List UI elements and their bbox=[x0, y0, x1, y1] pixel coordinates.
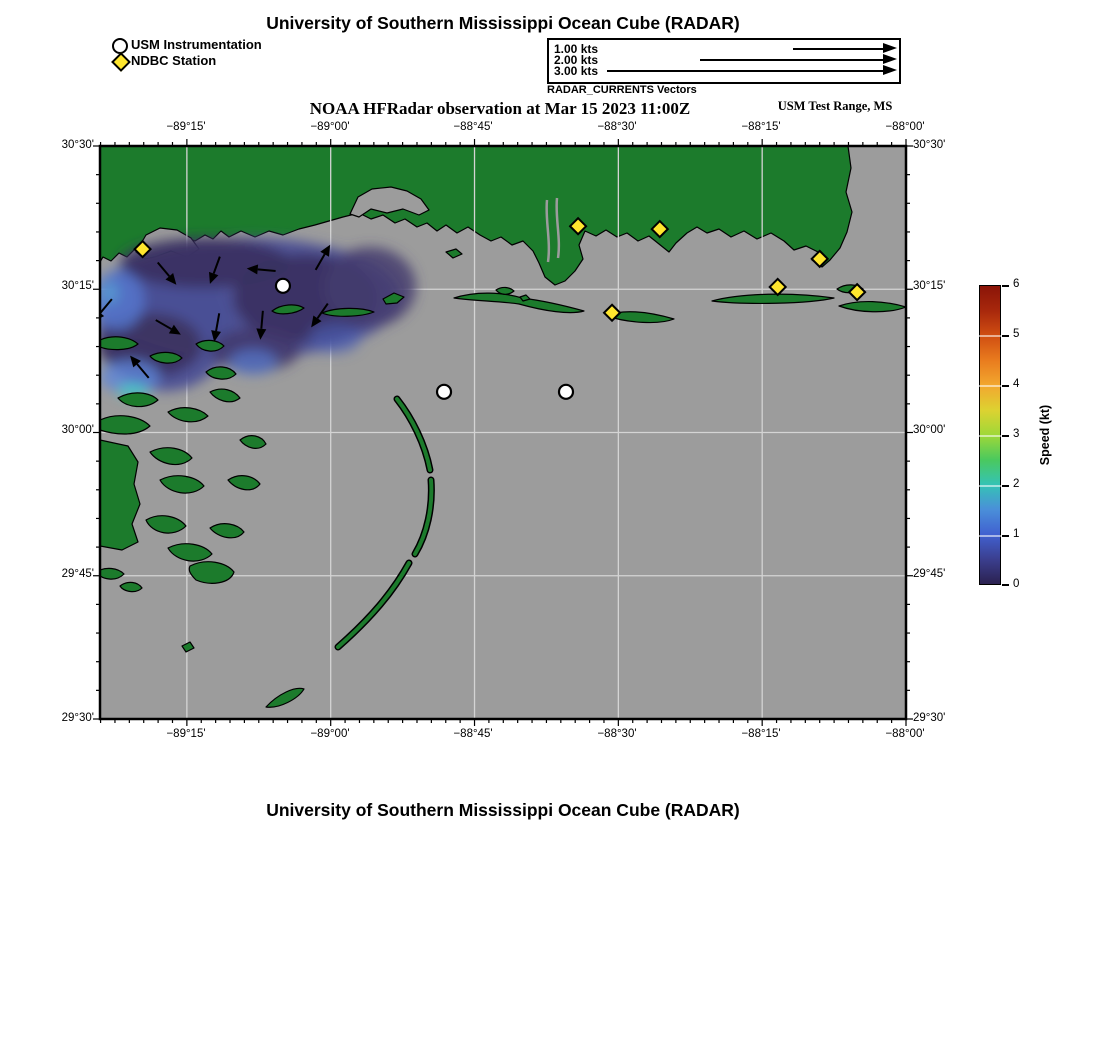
xtick-top-5: −88°00' bbox=[885, 121, 925, 133]
colorbar-value-3: 3 bbox=[1013, 428, 1020, 440]
page-title: University of Southern Mississippi Ocean Cube (RADAR) bbox=[266, 13, 740, 33]
ytick-right-2: 30°00' bbox=[913, 424, 946, 436]
colorbar-value-0: 0 bbox=[1013, 578, 1020, 590]
ytick-left-0: 30°30' bbox=[61, 139, 94, 151]
colorbar-tick bbox=[1002, 535, 1009, 537]
ytick-right-1: 30°15' bbox=[913, 280, 946, 292]
xtick-top-1: −89°00' bbox=[310, 121, 350, 133]
xtick-top-4: −88°15' bbox=[741, 121, 781, 133]
colorbar-gridline bbox=[979, 535, 1001, 537]
legend-usm-label: USM Instrumentation bbox=[131, 37, 262, 52]
xtick-top-2: −88°45' bbox=[453, 121, 493, 133]
xtick-bottom-0: −89°15' bbox=[166, 728, 206, 740]
xtick-top-0: −89°15' bbox=[166, 121, 206, 133]
xtick-bottom-4: −88°15' bbox=[741, 728, 781, 740]
xtick-bottom-5: −88°00' bbox=[885, 728, 925, 740]
xtick-bottom-1: −89°00' bbox=[310, 728, 350, 740]
colorbar-gridline bbox=[979, 385, 1001, 387]
colorbar-value-5: 5 bbox=[1013, 328, 1020, 340]
observation-subtitle: NOAA HFRadar observation at Mar 15 2023 11:00Z bbox=[309, 99, 691, 118]
xtick-top-3: −88°30' bbox=[597, 121, 637, 133]
usm-instrumentation-marker bbox=[437, 385, 451, 399]
colorbar-tick bbox=[1002, 435, 1009, 437]
ytick-left-4: 29°30' bbox=[61, 712, 94, 724]
colorbar-value-1: 1 bbox=[1013, 528, 1020, 540]
vector-scale-3kt: 3.00 kts bbox=[554, 64, 599, 78]
vector-scale-caption: RADAR_CURRENTS Vectors bbox=[547, 84, 697, 96]
vector-scale-1kt: 1.00 kts bbox=[554, 42, 599, 56]
colorbar-tick bbox=[1002, 385, 1009, 387]
colorbar-tick bbox=[1002, 335, 1009, 337]
colorbar-tick bbox=[1002, 485, 1009, 487]
vector-scale-2kt: 2.00 kts bbox=[554, 53, 599, 67]
xtick-bottom-3: −88°30' bbox=[597, 728, 637, 740]
ytick-right-4: 29°30' bbox=[913, 712, 946, 724]
test-range-label: USM Test Range, MS bbox=[777, 99, 893, 113]
colorbar-value-6: 6 bbox=[1013, 278, 1020, 290]
legend-ndbc-label: NDBC Station bbox=[131, 53, 217, 68]
ytick-right-0: 30°30' bbox=[913, 139, 946, 151]
ytick-left-3: 29°45' bbox=[61, 568, 94, 580]
ytick-left-2: 30°00' bbox=[61, 424, 94, 436]
colorbar-gridline bbox=[979, 485, 1001, 487]
colorbar-gridline bbox=[979, 435, 1001, 437]
colorbar-value-2: 2 bbox=[1013, 478, 1020, 490]
colorbar-gridline bbox=[979, 335, 1001, 337]
usm-instrumentation-marker bbox=[276, 279, 290, 293]
colorbar-axis-label: Speed (kt) bbox=[1038, 404, 1052, 466]
colorbar-tick bbox=[1002, 285, 1009, 287]
ytick-right-3: 29°45' bbox=[913, 568, 946, 580]
colorbar-value-4: 4 bbox=[1013, 378, 1020, 390]
ytick-left-1: 30°15' bbox=[61, 280, 94, 292]
xtick-bottom-2: −88°45' bbox=[453, 728, 493, 740]
usm-instrumentation-marker bbox=[559, 385, 573, 399]
colorbar-tick bbox=[1002, 584, 1009, 586]
bottom-title: University of Southern Mississippi Ocean Cube (RADAR) bbox=[266, 800, 740, 820]
